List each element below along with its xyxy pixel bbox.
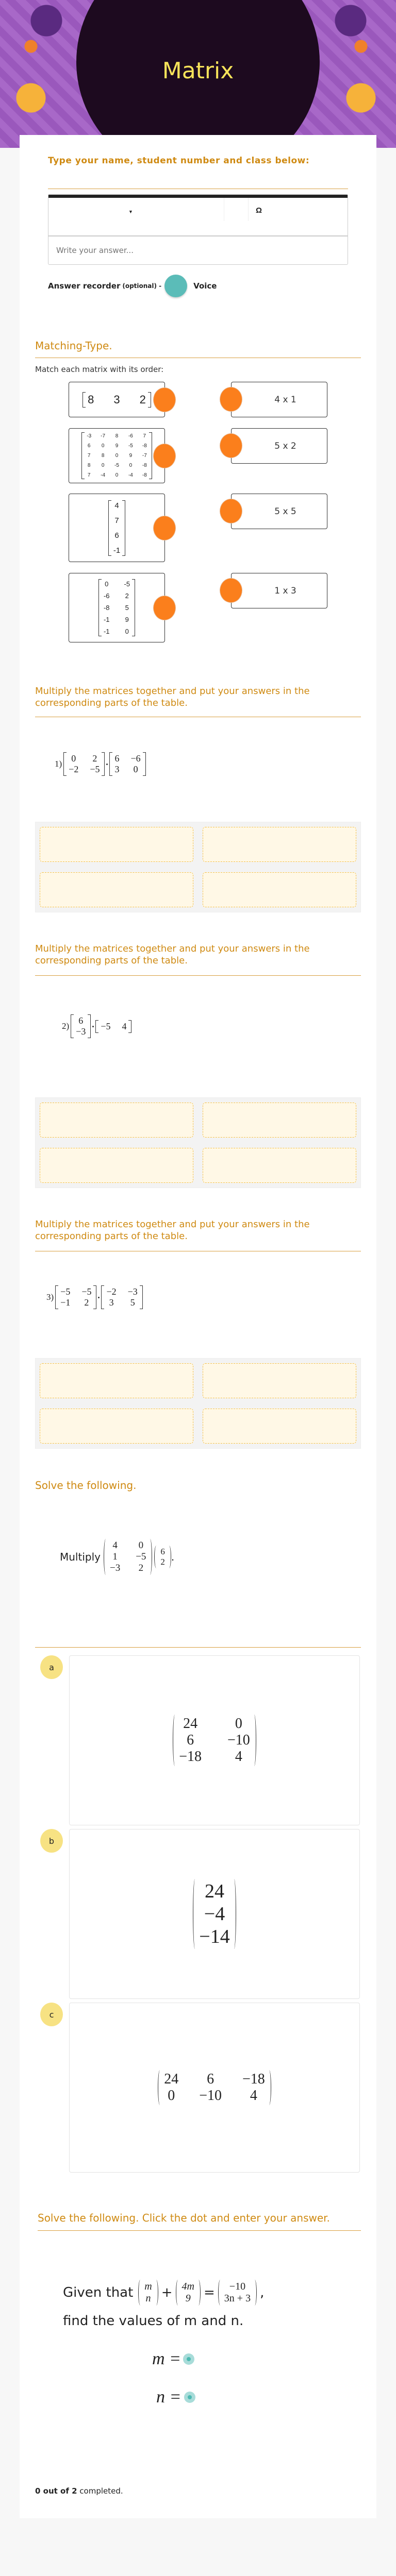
matrix-cell: 24 bbox=[183, 1716, 198, 1732]
multiply-dot bbox=[106, 764, 108, 765]
special-character-button[interactable]: Ω bbox=[256, 206, 262, 215]
matching-left-item[interactable] bbox=[69, 573, 165, 642]
matrix-cell: 8 bbox=[101, 453, 105, 459]
matrix-cell: −10 bbox=[199, 2088, 222, 2104]
matrix-cell: −18 bbox=[242, 2071, 265, 2087]
matrix-cell: -7 bbox=[142, 453, 147, 459]
answer-drop-cell[interactable] bbox=[40, 1409, 193, 1444]
m-answer-row bbox=[152, 2349, 194, 2369]
matrix-cell: −5 bbox=[136, 1551, 146, 1562]
matrix-cell: 0 bbox=[71, 753, 76, 764]
divider bbox=[35, 975, 361, 976]
matrix-cell: 0 bbox=[101, 463, 105, 468]
matrix-cell: 6 bbox=[114, 753, 120, 764]
answer-drop-cell[interactable] bbox=[40, 1363, 193, 1398]
matrix-grid bbox=[222, 2280, 253, 2306]
answer-drop-cell[interactable] bbox=[203, 872, 356, 907]
problem-label: 2) bbox=[62, 1021, 70, 1031]
matrix-cell: −2 bbox=[69, 764, 79, 774]
matrix-grid bbox=[177, 1715, 252, 1766]
match-connector-dot[interactable] bbox=[220, 433, 242, 458]
caret-down-icon[interactable]: ▼ bbox=[128, 209, 133, 214]
bracket-right bbox=[143, 752, 146, 776]
multiply-problem bbox=[55, 752, 146, 776]
solve-heading: Solve the following. bbox=[35, 1479, 137, 1492]
matrix-b bbox=[109, 752, 145, 776]
record-voice-button[interactable] bbox=[164, 275, 187, 297]
matrix-cell: n bbox=[145, 2293, 151, 2304]
matrix-cell: 6 bbox=[160, 1547, 165, 1556]
matching-right-item[interactable] bbox=[231, 494, 327, 529]
matrix-grid bbox=[74, 1014, 88, 1038]
answer-drop-cell[interactable] bbox=[203, 1148, 356, 1183]
matrix-cell: 0 bbox=[115, 453, 119, 459]
vector-1 bbox=[138, 2280, 158, 2306]
matrix bbox=[81, 432, 152, 479]
matrix-a bbox=[71, 1014, 91, 1038]
matrix-cell: 6 bbox=[207, 2071, 214, 2087]
comma: , bbox=[260, 2285, 265, 2300]
matrix-cell: -5 bbox=[124, 580, 130, 588]
bracket-right bbox=[232, 1879, 236, 1949]
matrix-cell: 7 bbox=[87, 453, 91, 459]
matrix-cell: −2 bbox=[106, 1286, 117, 1297]
matrix-cell: −6 bbox=[130, 753, 141, 764]
multiply-dot bbox=[98, 1297, 100, 1298]
match-connector-dot[interactable] bbox=[220, 387, 242, 412]
matrix-cell: -7 bbox=[101, 433, 106, 439]
option-badge-b: b bbox=[40, 1829, 63, 1853]
matrix-cell: -1 bbox=[103, 616, 110, 623]
matrix-cell: 8 bbox=[115, 433, 119, 439]
answer-recorder bbox=[48, 280, 217, 292]
matrix-cell: 6 bbox=[87, 443, 91, 449]
matrix bbox=[82, 392, 151, 408]
divider bbox=[35, 1647, 361, 1648]
plus-sign: + bbox=[161, 2285, 173, 2300]
matrix-cell: −18 bbox=[179, 1749, 202, 1765]
matrix-cell: 0 bbox=[138, 1540, 144, 1551]
matrix-cell: 3 bbox=[114, 764, 120, 774]
answer-drop-cell[interactable] bbox=[203, 1409, 356, 1444]
matrix-cell: -8 bbox=[142, 463, 147, 468]
bracket-right bbox=[122, 500, 125, 556]
vector-3 bbox=[218, 2280, 257, 2306]
match-connector-dot[interactable] bbox=[153, 596, 176, 620]
multiply-dot bbox=[92, 1026, 94, 1027]
multiply-problem bbox=[46, 1285, 143, 1309]
matrix-cell: −3 bbox=[76, 1026, 86, 1037]
completion-count: 0 out of 2 bbox=[35, 2486, 77, 2496]
bracket-right bbox=[140, 1285, 143, 1309]
matrix-cell: -6 bbox=[103, 592, 110, 600]
matrix-grid bbox=[162, 2070, 267, 2105]
matrix-cell: −5 bbox=[90, 764, 100, 774]
matrix-cell: −3 bbox=[109, 1563, 121, 1573]
matrix-grid bbox=[108, 1539, 148, 1575]
matrix-cell: 3n + 3 bbox=[224, 2293, 251, 2304]
matrix-cell: 0 bbox=[125, 628, 129, 635]
matrix-cell: 0 bbox=[105, 580, 109, 588]
matrix-cell: 4 bbox=[250, 2088, 257, 2104]
matrix-grid bbox=[158, 1546, 167, 1568]
matrix-cell: 9 bbox=[185, 2293, 191, 2304]
matrix-cell: 0 bbox=[115, 472, 119, 478]
matrix-cell: 4 bbox=[112, 1540, 118, 1551]
recorder-optional: (optional) - bbox=[122, 282, 162, 290]
answer-input[interactable] bbox=[48, 236, 348, 264]
matrix-cell: 4 bbox=[122, 1021, 127, 1031]
matrix-cell: −4 bbox=[204, 1903, 225, 1925]
matrix-cell: 24 bbox=[164, 2071, 179, 2087]
bracket-right bbox=[267, 2070, 271, 2105]
answer-drop-cell[interactable] bbox=[40, 872, 193, 907]
multiply-heading: Multiply the matrices together and put your answers in the corresponding parts of the table. bbox=[35, 686, 310, 708]
matrix-cell: 4m bbox=[182, 2281, 194, 2292]
matrix-grid bbox=[58, 1285, 93, 1309]
bracket-right bbox=[196, 2280, 201, 2306]
bracket-right bbox=[88, 1014, 91, 1038]
bracket-left bbox=[104, 1539, 108, 1575]
matching-right-item[interactable] bbox=[231, 573, 327, 608]
matrix-cell: 5 bbox=[125, 604, 129, 612]
bracket-left bbox=[154, 1546, 158, 1568]
matrix-cell: -8 bbox=[103, 604, 110, 612]
matrix-cell: −5 bbox=[60, 1286, 71, 1297]
m-label: m = bbox=[152, 2349, 181, 2368]
intro-heading: Type your name, student number and class below: bbox=[48, 156, 310, 166]
completion-status bbox=[35, 2486, 123, 2496]
period: . bbox=[171, 1551, 175, 1563]
matrix-cell: 0 bbox=[101, 443, 105, 449]
matrix-grid bbox=[102, 579, 132, 636]
n-answer-row bbox=[156, 2387, 195, 2407]
matrix bbox=[98, 579, 135, 636]
matrix-cell: -5 bbox=[114, 463, 119, 468]
matrix-cell: -6 bbox=[128, 433, 133, 439]
answer-drop-cell[interactable] bbox=[203, 827, 356, 862]
bracket-left bbox=[218, 2280, 222, 2306]
matrix-cell: 2 bbox=[125, 592, 129, 600]
answer-drop-cell[interactable] bbox=[40, 1148, 193, 1183]
order-label: 5 x 5 bbox=[274, 506, 296, 517]
bracket-right bbox=[102, 752, 105, 776]
matrix-cell: −3 bbox=[127, 1286, 138, 1297]
matrix-grid bbox=[142, 2280, 154, 2306]
vector-2 bbox=[176, 2280, 201, 2306]
bracket-left bbox=[176, 2280, 180, 2306]
equals-sign: = bbox=[204, 2285, 215, 2300]
bracket-right bbox=[167, 1546, 171, 1568]
match-connector-dot[interactable] bbox=[220, 499, 242, 523]
answer-matrix bbox=[193, 1879, 236, 1949]
n-label: n = bbox=[156, 2387, 182, 2406]
bracket-right bbox=[149, 432, 152, 479]
option-badge-a: a bbox=[40, 1655, 63, 1679]
matrix-cell: 7 bbox=[87, 472, 91, 478]
answer-table bbox=[35, 822, 361, 912]
answer-matrix bbox=[158, 2070, 271, 2105]
matrix-cell: 6 bbox=[187, 1732, 194, 1748]
final-heading: Solve the following. Click the dot and enter your answer. bbox=[38, 2212, 330, 2224]
matrix-cell: -8 bbox=[142, 472, 147, 478]
bracket-right bbox=[132, 579, 135, 636]
matrix-b bbox=[101, 1285, 142, 1309]
matrix bbox=[108, 500, 125, 556]
matrix-cell: 1 bbox=[112, 1551, 118, 1562]
answer-editor bbox=[48, 194, 348, 265]
answer-drop-cell[interactable] bbox=[40, 1103, 193, 1138]
matrix-cell: 2 bbox=[84, 1297, 89, 1308]
matrix-cell: 7 bbox=[114, 516, 119, 525]
matrix-grid bbox=[104, 1285, 139, 1309]
answer-drop-cell[interactable] bbox=[40, 827, 193, 862]
matrix-grid bbox=[98, 1020, 128, 1033]
matrix-cell: -3 bbox=[87, 433, 92, 439]
order-label: 1 x 3 bbox=[274, 585, 296, 596]
order-label: 4 x 1 bbox=[274, 394, 296, 405]
page-title: Matrix bbox=[162, 58, 234, 84]
matrix-grid bbox=[112, 752, 142, 776]
matrix-cell: 8 bbox=[88, 393, 94, 406]
matrix-cell: 3 bbox=[109, 1297, 114, 1308]
matrix-cell: 9 bbox=[115, 443, 119, 449]
bracket-right bbox=[253, 2280, 257, 2306]
bracket-right bbox=[93, 1285, 96, 1309]
matrix-cell: -8 bbox=[142, 443, 147, 449]
matrix-cell: 6 bbox=[114, 531, 119, 540]
matrix-cell: 0 bbox=[129, 463, 133, 468]
final-line2: find the values of m and n. bbox=[63, 2313, 244, 2329]
bracket-left bbox=[173, 1715, 177, 1766]
solve-question bbox=[60, 1537, 174, 1577]
final-equation bbox=[63, 2274, 264, 2311]
multiply-heading: Multiply the matrices together and put your answers in the corresponding parts of the table. bbox=[35, 943, 310, 966]
matrix-cell: −10 bbox=[229, 2281, 246, 2292]
matrix-cell: 9 bbox=[125, 616, 129, 623]
matrix-cell: 4 bbox=[235, 1749, 242, 1765]
answer-matrix bbox=[173, 1715, 256, 1766]
bracket-right bbox=[128, 1020, 131, 1033]
match-connector-dot[interactable] bbox=[153, 444, 176, 468]
problem-label: 1) bbox=[55, 759, 62, 769]
matching-instruction: Match each matrix with its order: bbox=[35, 365, 164, 374]
matching-left-item[interactable] bbox=[69, 382, 165, 417]
matching-heading: Matching-Type. bbox=[35, 340, 112, 352]
matrix-cell: −5 bbox=[101, 1021, 111, 1031]
vector-b bbox=[154, 1546, 171, 1568]
match-connector-dot[interactable] bbox=[153, 516, 176, 540]
matrix-cell: 2 bbox=[139, 393, 146, 406]
option-card-a[interactable] bbox=[69, 1655, 360, 1825]
answer-drop-cell[interactable] bbox=[203, 1103, 356, 1138]
matrix-cell: -5 bbox=[128, 443, 133, 449]
recorder-label: Answer recorder bbox=[48, 281, 121, 291]
option-card-b[interactable] bbox=[69, 1829, 360, 1999]
matrix-cell: 0 bbox=[235, 1716, 242, 1732]
matrix-cell: m bbox=[144, 2281, 152, 2292]
matrix-cell: 6 bbox=[78, 1015, 84, 1026]
matrix-cell: 3 bbox=[113, 393, 120, 406]
matrix-grid bbox=[86, 392, 148, 408]
multiply-heading: Multiply the matrices together and put your answers in the corresponding parts of the table. bbox=[35, 1219, 310, 1242]
matrix-cell: -1 bbox=[103, 628, 110, 635]
matching-left-item[interactable] bbox=[69, 494, 165, 562]
matrix-cell: −10 bbox=[227, 1732, 250, 1748]
m-answer-dot[interactable] bbox=[183, 2353, 194, 2365]
match-connector-dot[interactable] bbox=[220, 578, 242, 603]
matrix-grid bbox=[85, 432, 149, 479]
matrix-grid bbox=[111, 500, 122, 556]
matrix-cell: −5 bbox=[81, 1286, 92, 1297]
matrix-cell: 0 bbox=[133, 764, 138, 774]
matrix-cell: 8 bbox=[87, 463, 91, 468]
answer-table bbox=[35, 1358, 361, 1449]
matrix-cell: -1 bbox=[113, 546, 121, 555]
matrix-cell: -4 bbox=[128, 472, 133, 478]
bracket-left bbox=[158, 2070, 162, 2105]
matrix-cell: 7 bbox=[143, 433, 146, 439]
matrix-grid bbox=[197, 1879, 232, 1949]
bracket-right bbox=[148, 392, 151, 408]
match-connector-dot[interactable] bbox=[153, 387, 176, 412]
bracket-left bbox=[193, 1879, 197, 1949]
recorder-voice-label: Voice bbox=[193, 281, 217, 291]
matrix-cell: -4 bbox=[101, 472, 106, 478]
editor-toolbar bbox=[48, 198, 348, 236]
order-label: 5 x 2 bbox=[274, 440, 296, 451]
completion-suffix: completed. bbox=[77, 2486, 123, 2496]
option-badge-c: c bbox=[40, 2003, 63, 2026]
bracket-right bbox=[148, 1539, 152, 1575]
header-banner bbox=[0, 0, 396, 148]
divider bbox=[38, 2230, 361, 2231]
matrix-b bbox=[95, 1020, 131, 1033]
matrix-cell: 2 bbox=[138, 1563, 144, 1573]
matrix-grid bbox=[67, 752, 102, 776]
solve-prompt: Multiply bbox=[60, 1551, 101, 1563]
matrix-cell: 2 bbox=[92, 753, 97, 764]
bracket-right bbox=[154, 2280, 158, 2306]
matrix-cell: 0 bbox=[168, 2088, 175, 2104]
matrix-cell: 2 bbox=[160, 1557, 165, 1567]
n-answer-dot[interactable] bbox=[184, 2392, 195, 2403]
matching-right-item[interactable] bbox=[231, 428, 327, 464]
matrix-cell: 4 bbox=[114, 501, 119, 510]
answer-drop-cell[interactable] bbox=[203, 1363, 356, 1398]
matrix-a bbox=[63, 752, 105, 776]
matching-left-item[interactable] bbox=[69, 428, 165, 483]
matching-right-item[interactable] bbox=[231, 382, 327, 417]
matrix-a bbox=[55, 1285, 96, 1309]
matrix-a bbox=[104, 1539, 152, 1575]
matrix-cell: −14 bbox=[199, 1926, 230, 1947]
toolbar-separator bbox=[248, 198, 249, 221]
answer-table bbox=[35, 1097, 361, 1188]
bracket-left bbox=[138, 2280, 142, 2306]
matrix-cell: −1 bbox=[60, 1297, 71, 1308]
matrix-cell: 5 bbox=[130, 1297, 135, 1308]
given-text: Given that bbox=[63, 2285, 134, 2300]
multiply-problem bbox=[62, 1014, 131, 1038]
matrix-grid bbox=[180, 2280, 196, 2306]
bracket-right bbox=[252, 1715, 256, 1766]
option-card-c[interactable] bbox=[69, 2003, 360, 2173]
matrix-cell: 9 bbox=[129, 453, 133, 459]
matrix-cell: 24 bbox=[205, 1880, 224, 1902]
problem-label: 3) bbox=[46, 1292, 54, 1302]
